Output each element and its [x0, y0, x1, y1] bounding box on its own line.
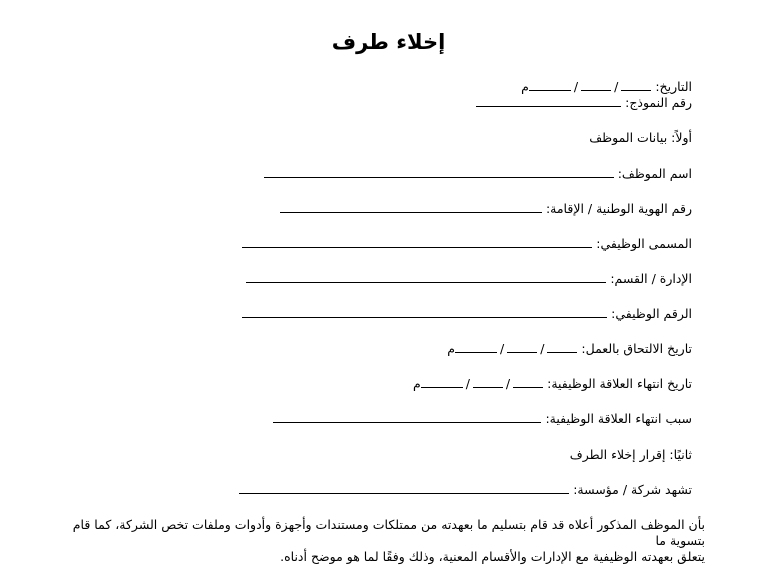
- date-suffix: م: [521, 79, 529, 94]
- end-year-blank[interactable]: [421, 376, 463, 388]
- job-title-row: [242, 236, 692, 252]
- employee-number-row: [242, 306, 692, 322]
- end-date-row: تاريخ انتهاء العلاقة الوظيفية: //م: [412, 376, 692, 391]
- employee-number-blank[interactable]: [242, 306, 607, 318]
- end-month-blank[interactable]: [473, 376, 503, 388]
- date-day-blank[interactable]: [621, 79, 651, 91]
- section-2-heading: ثانيًا: إقرار إخلاء الطرف: [569, 447, 692, 462]
- date-month-blank[interactable]: [581, 79, 611, 91]
- join-year-blank[interactable]: [455, 341, 497, 353]
- form-number-label: رقم النموذج:: [625, 95, 692, 110]
- department-row: [246, 271, 692, 287]
- job-title-blank[interactable]: [242, 236, 592, 248]
- job-title-label: المسمى الوظيفي:: [596, 236, 692, 251]
- date-label: التاريخ:: [655, 79, 692, 94]
- join-month-blank[interactable]: [507, 341, 537, 353]
- date-row: التاريخ: //م: [521, 79, 692, 94]
- end-date-suffix: م: [412, 376, 421, 391]
- employee-name-row: [264, 166, 692, 182]
- form-number-blank[interactable]: [476, 95, 621, 107]
- end-date-label: تاريخ انتهاء العلاقة الوظيفية:: [547, 376, 692, 391]
- company-blank[interactable]: [239, 482, 569, 494]
- company-label: تشهد شركة / مؤسسة:: [573, 482, 692, 497]
- end-reason-label: سبب انتهاء العلاقة الوظيفية:: [545, 411, 692, 426]
- declaration-paragraph: [65, 517, 705, 565]
- employee-name-blank[interactable]: [264, 166, 614, 178]
- employee-name-label: اسم الموظف:: [617, 166, 692, 181]
- company-row: [239, 482, 692, 498]
- end-reason-row: [273, 411, 692, 427]
- national-id-blank[interactable]: [280, 201, 542, 213]
- department-blank[interactable]: [246, 271, 606, 283]
- declaration-line-2: يتعلق بعهدته الوظيفية مع الإدارات والأقسام المعنية، وذلك وفقًا لما هو موضح أدناه.: [280, 549, 705, 564]
- department-label: الإدارة / القسم:: [610, 271, 692, 286]
- end-day-blank[interactable]: [513, 376, 543, 388]
- date-year-blank[interactable]: [529, 79, 571, 91]
- join-day-blank[interactable]: [547, 341, 577, 353]
- form-number-row: [476, 95, 692, 111]
- join-date-suffix: م: [447, 341, 455, 356]
- declaration-line-1: بأن الموظف المذكور أعلاه قد قام بتسليم ما بعهدته من ممتلكات ومستندات وأجهزة وأدوات وملفات تخص الشركة، كما قام بتسوية ما: [72, 517, 705, 548]
- employee-number-label: الرقم الوظيفي:: [611, 306, 692, 321]
- end-reason-blank[interactable]: [273, 411, 541, 423]
- section-1-heading: أولاً: بيانات الموظف: [589, 130, 692, 145]
- page-title: إخلاء طرف: [331, 30, 446, 54]
- national-id-label: رقم الهوية الوطنية / الإقامة:: [545, 201, 692, 216]
- join-date-row: تاريخ الالتحاق بالعمل: //م: [447, 341, 692, 356]
- national-id-row: [280, 201, 692, 217]
- join-date-label: تاريخ الالتحاق بالعمل:: [581, 341, 692, 356]
